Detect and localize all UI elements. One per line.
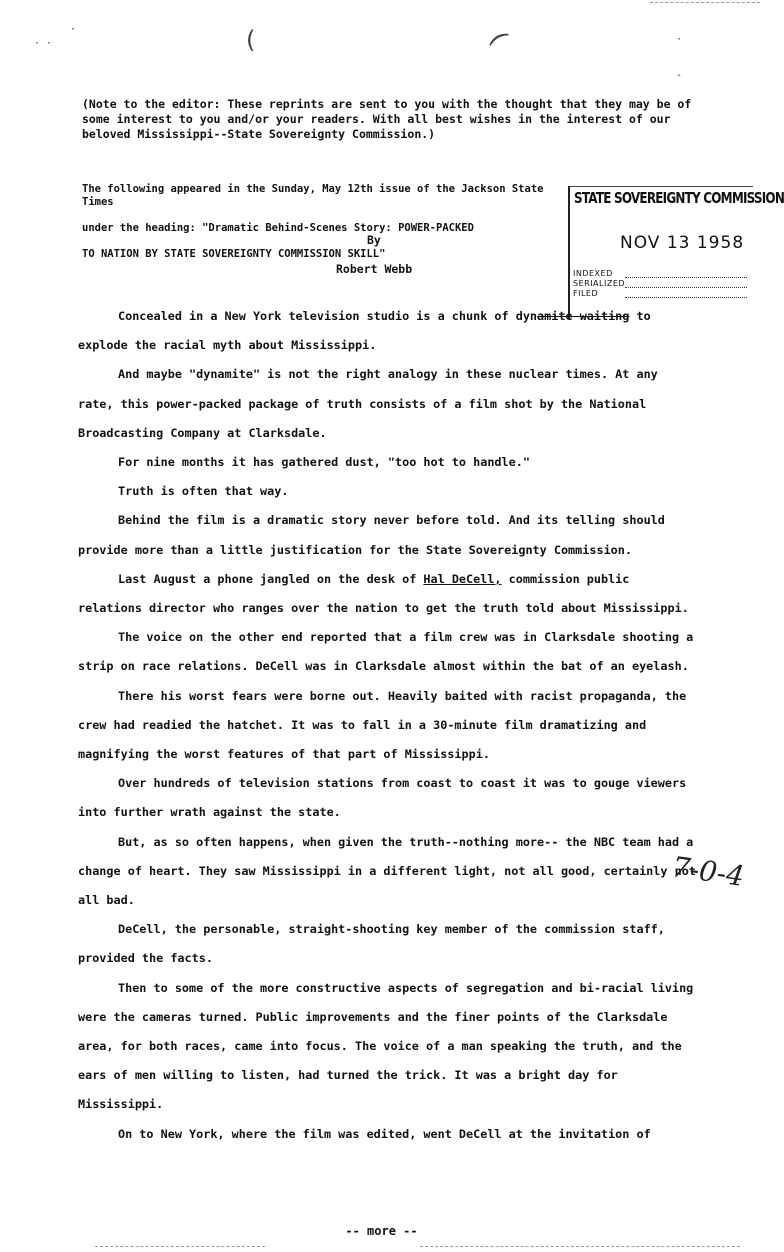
intro-line-1: The following appeared in the Sunday, May 12th issue of the Jackson State Times bbox=[82, 183, 544, 208]
paragraph: For nine months it has gathered dust, "too hot to handle." bbox=[118, 455, 530, 470]
intro-heading bbox=[82, 170, 562, 274]
paragraph: There his worst fears were borne out. Heavily baited with racist propaganda, the crew had readied the hatchet. It was to fall in a 30-minute film dramatizing and magnifying the worst features of that part of Mississippi. bbox=[78, 688, 687, 762]
underlined-name: Hal DeCell, bbox=[423, 571, 502, 586]
paragraph: Last August a phone jangled on the desk of Hal DeCell, commission public relations director who ranges over the nation to get the truth told about Mississippi. bbox=[78, 571, 689, 616]
editor-note: (Note to the editor: These reprints are sent to you with the thought that they may be of some interest to you and/or your readers. With all best wishes in the interest of our beloved Mississippi--State Sovereignty Commission.) bbox=[82, 97, 692, 141]
struck-text: amite waiting bbox=[537, 309, 630, 323]
stamp-field-indexed: INDEXED bbox=[573, 269, 613, 278]
paragraph: Over hundreds of television stations from coast to coast it was to gouge viewers into further wrath against the state. bbox=[78, 776, 687, 820]
paragraph: And maybe "dynamite" is not the right analogy in these nuclear times. At any rate, this power-packed package of truth consists of a film shot by the National Broadcasting Company at Clarksdale. bbox=[78, 367, 658, 440]
article-body bbox=[78, 302, 698, 1149]
handwritten-file-number: 7-0-4 bbox=[670, 850, 747, 893]
stamp-field-filed: FILED bbox=[573, 289, 599, 298]
byline-by: By bbox=[367, 233, 381, 247]
intro-line-3: TO NATION BY STATE SOVEREIGNTY COMMISSION SKILL" bbox=[82, 248, 386, 260]
scan-edge-top bbox=[650, 2, 760, 3]
page-continuation: -- more -- bbox=[345, 1224, 418, 1238]
stamp-line bbox=[625, 277, 747, 278]
paragraph: The voice on the other end reported that a film crew was in Clarksdale shooting a strip on race relations. DeCell was in Clarksdale almost within the bat of an eyelash. bbox=[78, 630, 694, 674]
byline-author: Robert Webb bbox=[336, 262, 413, 276]
paragraph: Concealed in a New York television studio is a chunk of dynamite waiting to explode the racial myth about Mississippi. bbox=[78, 309, 651, 353]
stamp-line bbox=[625, 287, 747, 288]
stamp-field-serialized: SERIALIZED bbox=[573, 279, 626, 288]
scan-edge-bottom bbox=[95, 1246, 265, 1247]
stamp-title: STATE SOVEREIGNTY COMMISSION bbox=[574, 189, 784, 207]
scan-speck: · · bbox=[34, 38, 53, 49]
paragraph: But, as so often happens, when given the truth--nothing more-- the NBC team had a change of heart. They saw Mississippi in a different light, not all good, certainly not all bad. bbox=[78, 834, 696, 908]
scan-edge-bottom bbox=[420, 1246, 740, 1247]
received-stamp bbox=[568, 186, 784, 319]
punch-hole-right: ( bbox=[484, 26, 514, 50]
paragraph: DeCell, the personable, straight-shooting key member of the commission staff, provided the facts. bbox=[78, 922, 665, 966]
scan-speck: - bbox=[676, 70, 683, 81]
scan-speck: · bbox=[676, 34, 683, 45]
stamp-line bbox=[625, 297, 747, 298]
punch-hole-left: ( bbox=[246, 26, 256, 54]
paragraph: Then to some of the more constructive aspects of segregation and bi-racial living were the cameras turned. Public improvements and the finer points of the Clarksdale area, for both races, came into focus. The voice of a man speaking the truth, and the ears of men willing to listen, had turned the trick. It was a bright day for Mississippi. bbox=[78, 980, 694, 1112]
paragraph: Behind the film is a dramatic story never before told. And its telling should provide more than a little justification for the State Sovereignty Commission. bbox=[78, 513, 665, 557]
paragraph: Truth is often that way. bbox=[118, 484, 289, 499]
scan-speck: · bbox=[70, 24, 77, 35]
intro-line-2: under the heading: "Dramatic Behind-Scenes Story: POWER-PACKED bbox=[82, 222, 474, 234]
paragraph: On to New York, where the film was edited, went DeCell at the invitation of bbox=[118, 1126, 651, 1141]
stamp-date: NOV 13 1958 bbox=[620, 233, 745, 253]
